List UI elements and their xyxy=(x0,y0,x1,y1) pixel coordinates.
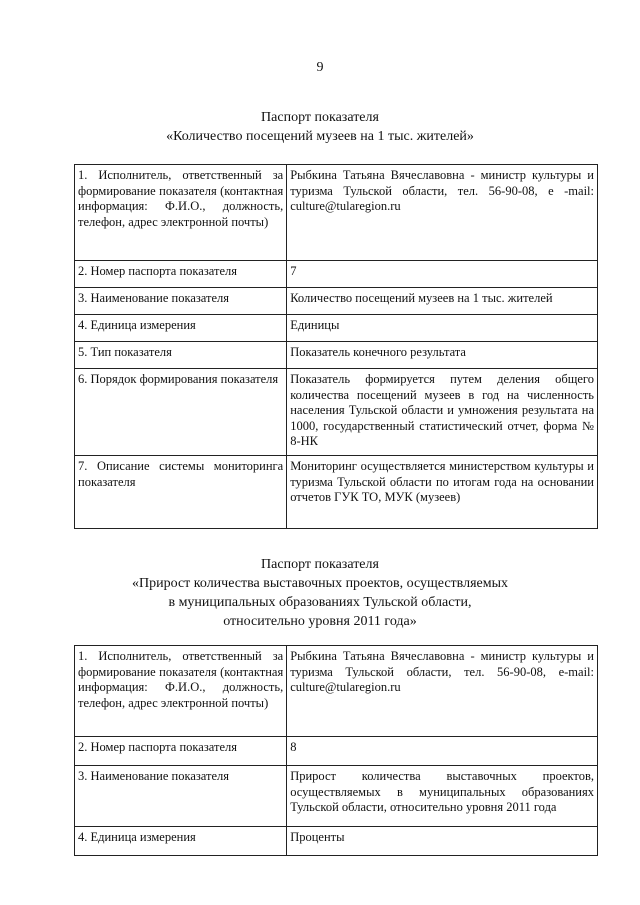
table-row xyxy=(75,827,598,856)
row-value: Проценты xyxy=(287,827,598,856)
passport-indicator-name: «Прирост количества выставочных проектов, осуществляемых xyxy=(132,576,508,591)
row-label: 4. Единица измерения xyxy=(75,827,287,856)
row-label: 4. Единица измерения xyxy=(75,315,287,342)
passport-indicator-name: относительно уровня 2011 года» xyxy=(223,614,417,629)
table-row xyxy=(75,261,598,288)
passport-indicator-name: «Количество посещений музеев на 1 тыс. жителей» xyxy=(166,129,474,144)
row-value: Прирост количества выставочных проектов, осуществляемых в муниципальных образованиях Тульской области, относительно уровня 2011 года xyxy=(287,766,598,827)
table-row xyxy=(75,165,598,261)
passport-indicator-name: в муниципальных образованиях Тульской области, xyxy=(168,595,472,610)
table-row xyxy=(75,342,598,369)
passport-table-2 xyxy=(74,645,598,856)
row-label: 1. Исполнитель, ответственный за формирование показателя (контактная информация: Ф.И.О., должность, телефон, адрес электронной почты) xyxy=(75,165,287,261)
row-value: Мониторинг осуществляется министерством культуры и туризма Тульской области по итогам года на основании отчетов ГУК ТО, МУК (музеев) xyxy=(287,456,598,529)
row-value: Количество посещений музеев на 1 тыс. жителей xyxy=(287,288,598,315)
row-value: 8 xyxy=(287,737,598,766)
page-number: 9 xyxy=(316,60,324,75)
table-row xyxy=(75,456,598,529)
row-label: 7. Описание системы мониторинга показателя xyxy=(75,456,287,529)
row-value: Рыбкина Татьяна Вячеславовна - министр культуры и туризма Тульской области, тел. 56-90-08, e-mail: culture@tularegion.ru xyxy=(287,646,598,737)
table-row xyxy=(75,315,598,342)
row-value: Показатель формируется путем деления общего количества посещений музеев в год на численность населения Тульской области и умножения результата на 1000, государственный статистический отчет, форма № 8-НК xyxy=(287,369,598,456)
passport-title-1 xyxy=(0,108,640,146)
row-label: 6. Порядок формирования показателя xyxy=(75,369,287,456)
table-row xyxy=(75,288,598,315)
table-row xyxy=(75,766,598,827)
row-value: Показатель конечного результата xyxy=(287,342,598,369)
passport-heading: Паспорт показателя xyxy=(261,110,379,125)
row-value: Рыбкина Татьяна Вячеславовна - министр культуры и туризма Тульской области, тел. 56-90-08, е -mail: culture@tularegion.ru xyxy=(287,165,598,261)
passport-table-1 xyxy=(74,164,598,529)
row-label: 2. Номер паспорта показателя xyxy=(75,261,287,288)
row-label: 3. Наименование показателя xyxy=(75,288,287,315)
row-label: 2. Номер паспорта показателя xyxy=(75,737,287,766)
table-row xyxy=(75,369,598,456)
passport-title-2 xyxy=(0,555,640,631)
table-row xyxy=(75,737,598,766)
row-value: 7 xyxy=(287,261,598,288)
row-label: 5. Тип показателя xyxy=(75,342,287,369)
row-label: 1. Исполнитель, ответственный за формирование показателя (контактная информация: Ф.И.О., должность, телефон, адрес электронной почты) xyxy=(75,646,287,737)
table-row xyxy=(75,646,598,737)
passport-heading: Паспорт показателя xyxy=(261,557,379,572)
row-value: Единицы xyxy=(287,315,598,342)
row-label: 3. Наименование показателя xyxy=(75,766,287,827)
